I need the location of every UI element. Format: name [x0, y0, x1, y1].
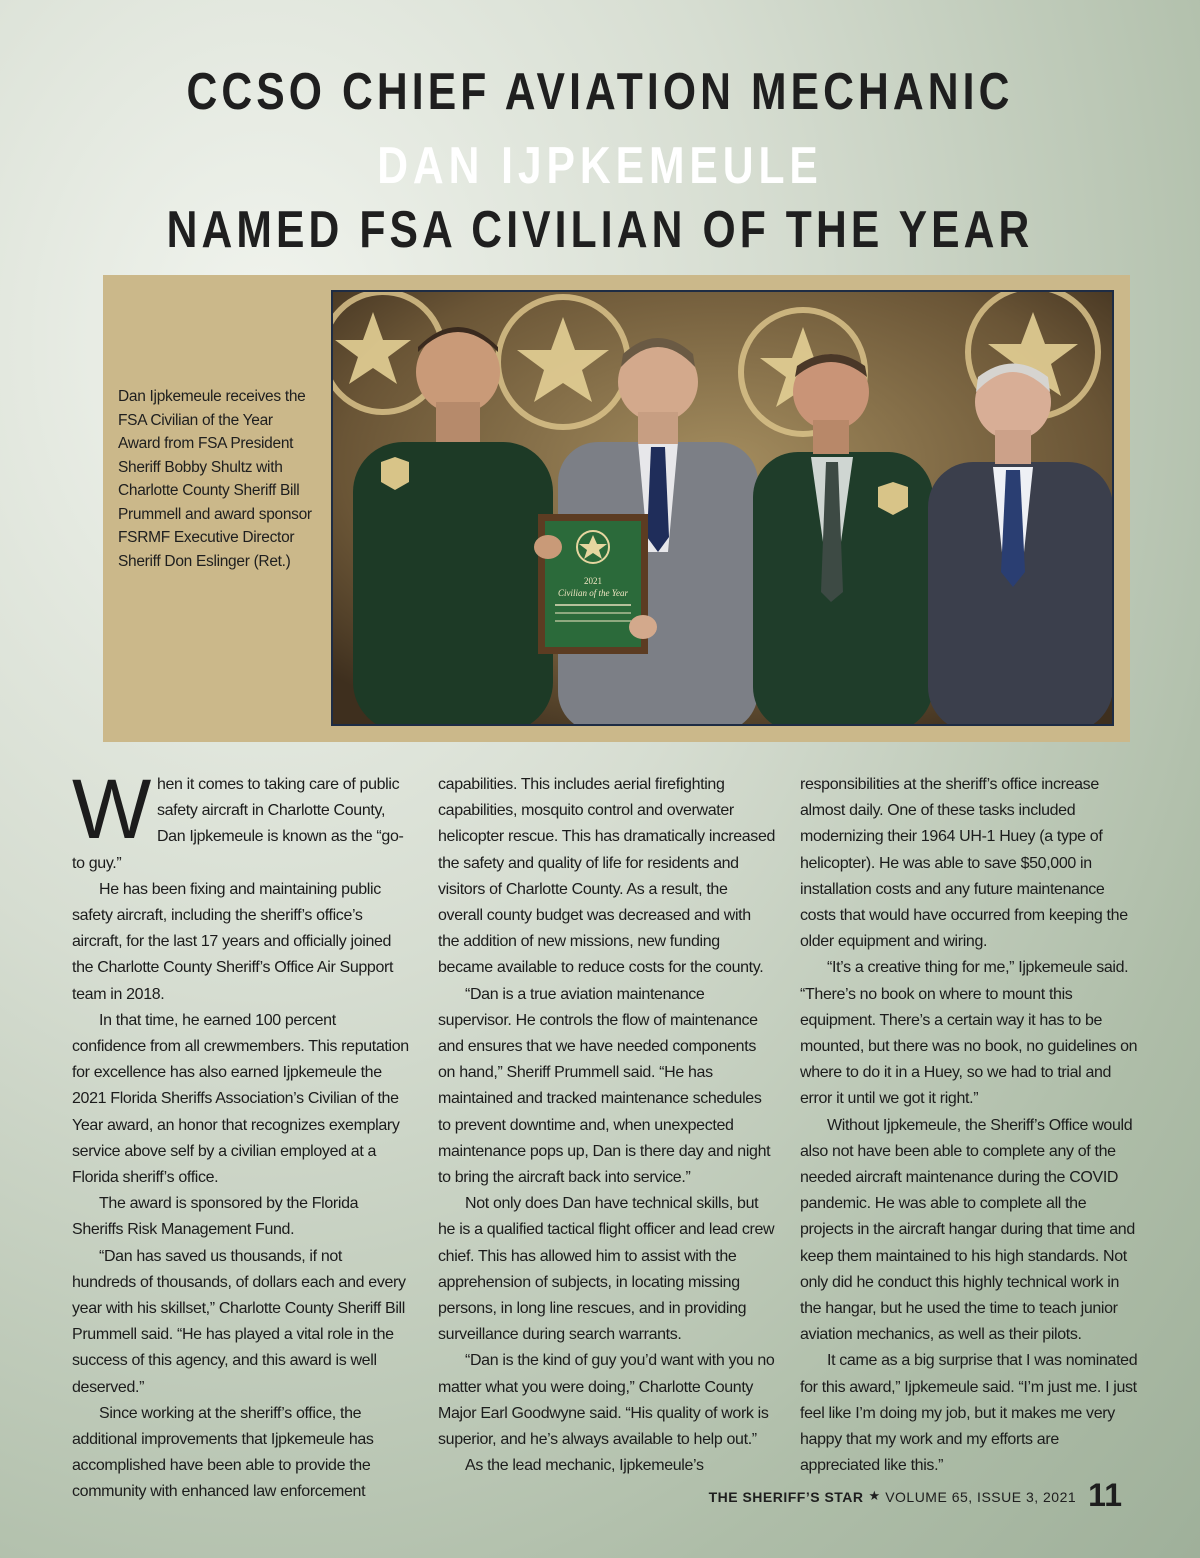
- award-photo: [331, 290, 1114, 726]
- headline-line-3: NAMED FSA CIVILIAN OF THE YEAR: [166, 201, 1034, 259]
- page-number: 11: [1088, 1477, 1122, 1513]
- plaque-title: Civilian of the Year: [558, 588, 628, 598]
- article-paragraph: He has been fixing and maintaining public safety aircraft, including the sheriff’s office’s aircraft, for the last 17 years and officially joined the Charlotte County Sheriff’s Office Air Support team in 2018.: [72, 880, 394, 1003]
- article-paragraph: Not only does Dan have technical skills, but he is a qualified tactical flight officer and lead crew chief. This has allowed him to assist with the apprehension of subjects, in locating missing persons, in long line rescues, and in providing surveillance during search warrants.: [438, 1195, 775, 1344]
- plaque-year: 2021: [584, 576, 602, 586]
- article-paragraph: The award is sponsored by the Florida Sheriffs Risk Management Fund.: [72, 1195, 359, 1239]
- star-icon: ★: [868, 1488, 881, 1503]
- publication-name: THE SHERIFF’S STAR: [708, 1489, 864, 1505]
- article-paragraph: “Dan has saved us thousands, if not hundreds of thousands, of dollars each and every year with his skillset,” Charlotte County Sheriff Bill Prummell said. “He has played a vital role in the success of this agency, and this award is well deserved.”: [72, 1247, 406, 1396]
- article-paragraph: Without Ijpkemeule, the Sheriff’s Office would also not have been able to complete any of the needed aircraft maintenance during the COVID pandemic. He was able to complete all the projects in the aircraft hangar during that time and keep them maintained to his high standards. Not only did he conduct this highly technical work in the hangar, but he used the time to teach junior aviation mechanics, as well as their pilots.: [800, 1116, 1135, 1344]
- article-paragraph: responsibilities at the sheriff’s office increase almost daily. One of these tasks included modernizing their 1964 UH-1 Huey (a type of helicopter). He was able to save $50,000 in installation costs and any future maintenance costs that would have occurred from keeping the older equipment and wiring.: [800, 776, 1128, 951]
- award-photo-illustration: [333, 292, 1112, 724]
- headline-line-1: CCSO CHIEF AVIATION MECHANIC: [186, 63, 1014, 121]
- drop-cap: W: [72, 762, 151, 856]
- article-paragraph: [72, 762, 410, 877]
- paragraph-text: hen it comes to taking care of public safety aircraft in Charlotte County, Dan Ijpkemeule is known as the “go-to guy.”: [72, 776, 404, 872]
- page-footer: [709, 1479, 1122, 1511]
- article-paragraph: “Dan is the kind of guy you’d want with you no matter what you were doing,” Charlotte County Major Earl Goodwyne said. “His quality of work is superior, and he’s always available to help out.”: [438, 1352, 775, 1449]
- article-paragraph: “It’s a creative thing for me,” Ijpkemeule said. “There’s no book on where to mount this equipment. There’s a certain way it has to be mounted, but there was no book, no guidelines on where to do it in a Huey, so we had to trial and error it until we got it right.”: [800, 959, 1138, 1108]
- article-paragraph: capabilities. This includes aerial firefighting capabilities, mosquito control and overwater helicopter rescue. This has dramatically increased the safety and quality of life for residents and visitors of Charlotte County. As a result, the overall county budget was decreased and with the addition of new missions, new funding became available to reduce costs for the county.: [438, 776, 776, 977]
- article-paragraph: “Dan is a true aviation maintenance supervisor. He controls the flow of maintenance and ensures that we have needed components on hand,” Sheriff Prummell said. “He has maintained and tracked maintenance schedules to prevent downtime and, when unexpected maintenance pops up, Dan is there day and night to bring the aircraft back into service.”: [438, 985, 771, 1187]
- article-paragraph: As the lead mechanic, Ijpkemeule’s: [465, 1457, 704, 1475]
- article-column-2: [438, 772, 776, 1479]
- article-column-3: [800, 772, 1138, 1479]
- article-paragraph: In that time, he earned 100 percent confidence from all crewmembers. This reputation for excellence has also earned Ijpkemeule the 2021 Florida Sheriffs Association’s Civilian of the Year award, an honor that recognizes exemplary service above self by a civilian employed at a Florida sheriff’s office.: [72, 1011, 409, 1187]
- article-paragraph: Since working at the sheriff’s office, the additional improvements that Ijpkemeule has accomplished have been able to provide the community with enhanced law enforcement: [72, 1404, 374, 1501]
- article-paragraph: It came as a big surprise that I was nominated for this award,” Ijpkemeule said. “I’m just me. I just feel like I’m doing my job, but it makes me very happy that my work and my efforts are appreciated like this.”: [800, 1352, 1138, 1475]
- photo-caption: Dan Ijpkemeule receives the FSA Civilian of the Year Award from FSA President Sheriff Bobby Shultz with Charlotte County Sheriff Bill Prummell and award sponsor FSRMF Executive Director Sheriff Don Eslinger (Ret.): [118, 388, 312, 570]
- headline-name: DAN IJPKEMEULE: [377, 137, 823, 195]
- article-column-1: [72, 762, 410, 1506]
- volume-info: VOLUME 65, ISSUE 3, 2021: [885, 1489, 1077, 1505]
